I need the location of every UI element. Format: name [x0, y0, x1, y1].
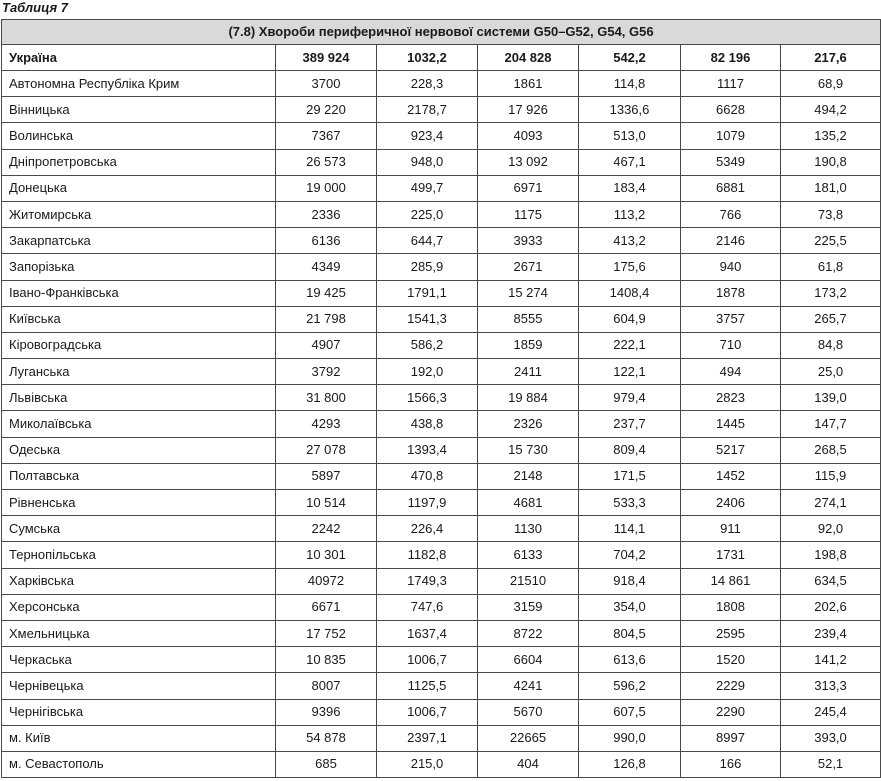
value-cell: 5670	[478, 699, 579, 725]
value-cell: 604,9	[579, 306, 681, 332]
value-cell: 114,8	[579, 71, 681, 97]
table-row	[2, 490, 881, 516]
region-name: Автономна Республіка Крим	[2, 71, 276, 97]
table-row	[2, 411, 881, 437]
value-cell: 313,3	[781, 673, 881, 699]
value-cell: 513,0	[579, 123, 681, 149]
value-cell: 8555	[478, 306, 579, 332]
region-name: Хмельницька	[2, 620, 276, 646]
region-name: Волинська	[2, 123, 276, 149]
value-cell: 6971	[478, 175, 579, 201]
value-cell: 166	[681, 751, 781, 777]
value-cell: 175,6	[579, 254, 681, 280]
value-cell: 5349	[681, 149, 781, 175]
value-cell: 285,9	[377, 254, 478, 280]
value-cell: 6604	[478, 647, 579, 673]
region-name: Україна	[2, 45, 276, 71]
table-row	[2, 149, 881, 175]
value-cell: 6671	[276, 594, 377, 620]
value-cell: 5217	[681, 437, 781, 463]
value-cell: 990,0	[579, 725, 681, 751]
value-cell: 1079	[681, 123, 781, 149]
value-cell: 747,6	[377, 594, 478, 620]
value-cell: 8722	[478, 620, 579, 646]
value-cell: 6133	[478, 542, 579, 568]
value-cell: 2148	[478, 463, 579, 489]
table-row	[2, 359, 881, 385]
table-row	[2, 542, 881, 568]
value-cell: 393,0	[781, 725, 881, 751]
value-cell: 192,0	[377, 359, 478, 385]
table-row	[2, 699, 881, 725]
table-row	[2, 594, 881, 620]
value-cell: 494,2	[781, 97, 881, 123]
table-caption: Таблиця 7	[2, 0, 68, 15]
value-cell: 389 924	[276, 45, 377, 71]
value-cell: 1130	[478, 516, 579, 542]
value-cell: 25,0	[781, 359, 881, 385]
value-cell: 2595	[681, 620, 781, 646]
value-cell: 202,6	[781, 594, 881, 620]
value-cell: 1408,4	[579, 280, 681, 306]
value-cell: 228,3	[377, 71, 478, 97]
table-title-row	[2, 20, 881, 45]
value-cell: 1566,3	[377, 385, 478, 411]
region-name: Кіровоградська	[2, 332, 276, 358]
region-name: Харківська	[2, 568, 276, 594]
value-cell: 190,8	[781, 149, 881, 175]
value-cell: 3159	[478, 594, 579, 620]
value-cell: 19 425	[276, 280, 377, 306]
region-name: Чернігівська	[2, 699, 276, 725]
value-cell: 27 078	[276, 437, 377, 463]
region-name: Луганська	[2, 359, 276, 385]
value-cell: 1336,6	[579, 97, 681, 123]
value-cell: 404	[478, 751, 579, 777]
value-cell: 84,8	[781, 332, 881, 358]
region-name: Чернівецька	[2, 673, 276, 699]
value-cell: 1393,4	[377, 437, 478, 463]
value-cell: 4681	[478, 490, 579, 516]
value-cell: 8007	[276, 673, 377, 699]
value-cell: 204 828	[478, 45, 579, 71]
value-cell: 710	[681, 332, 781, 358]
value-cell: 21 798	[276, 306, 377, 332]
value-cell: 8997	[681, 725, 781, 751]
value-cell: 438,8	[377, 411, 478, 437]
value-cell: 1731	[681, 542, 781, 568]
value-cell: 1006,7	[377, 699, 478, 725]
table-row	[2, 647, 881, 673]
value-cell: 1541,3	[377, 306, 478, 332]
value-cell: 171,5	[579, 463, 681, 489]
value-cell: 1791,1	[377, 280, 478, 306]
value-cell: 14 861	[681, 568, 781, 594]
value-cell: 10 514	[276, 490, 377, 516]
table-row	[2, 97, 881, 123]
value-cell: 52,1	[781, 751, 881, 777]
region-name: Київська	[2, 306, 276, 332]
value-cell: 2146	[681, 228, 781, 254]
value-cell: 634,5	[781, 568, 881, 594]
value-cell: 542,2	[579, 45, 681, 71]
table-row	[2, 228, 881, 254]
table-row	[2, 306, 881, 332]
value-cell: 173,2	[781, 280, 881, 306]
value-cell: 31 800	[276, 385, 377, 411]
value-cell: 1197,9	[377, 490, 478, 516]
value-cell: 1749,3	[377, 568, 478, 594]
value-cell: 126,8	[579, 751, 681, 777]
table-body	[2, 20, 881, 778]
table-row	[2, 437, 881, 463]
value-cell: 2406	[681, 490, 781, 516]
value-cell: 685	[276, 751, 377, 777]
value-cell: 225,0	[377, 201, 478, 227]
value-cell: 10 301	[276, 542, 377, 568]
table-row	[2, 673, 881, 699]
value-cell: 274,1	[781, 490, 881, 516]
value-cell: 2326	[478, 411, 579, 437]
value-cell: 644,7	[377, 228, 478, 254]
value-cell: 1117	[681, 71, 781, 97]
total-row	[2, 45, 881, 71]
value-cell: 15 274	[478, 280, 579, 306]
table-row	[2, 175, 881, 201]
value-cell: 13 092	[478, 149, 579, 175]
value-cell: 2823	[681, 385, 781, 411]
value-cell: 268,5	[781, 437, 881, 463]
value-cell: 19 000	[276, 175, 377, 201]
table-row	[2, 725, 881, 751]
table-row	[2, 201, 881, 227]
table-row	[2, 463, 881, 489]
value-cell: 147,7	[781, 411, 881, 437]
table-row	[2, 751, 881, 777]
value-cell: 354,0	[579, 594, 681, 620]
value-cell: 225,5	[781, 228, 881, 254]
value-cell: 113,2	[579, 201, 681, 227]
region-name: м. Севастополь	[2, 751, 276, 777]
value-cell: 2242	[276, 516, 377, 542]
region-name: Львівська	[2, 385, 276, 411]
value-cell: 911	[681, 516, 781, 542]
value-cell: 948,0	[377, 149, 478, 175]
region-name: м. Київ	[2, 725, 276, 751]
value-cell: 19 884	[478, 385, 579, 411]
value-cell: 809,4	[579, 437, 681, 463]
table-title: (7.8) Хвороби периферичної нервової системи G50–G52, G54, G56	[2, 20, 881, 45]
table-row	[2, 385, 881, 411]
value-cell: 1520	[681, 647, 781, 673]
table-row	[2, 620, 881, 646]
table-row	[2, 332, 881, 358]
table-row	[2, 71, 881, 97]
value-cell: 1182,8	[377, 542, 478, 568]
value-cell: 114,1	[579, 516, 681, 542]
value-cell: 226,4	[377, 516, 478, 542]
value-cell: 2411	[478, 359, 579, 385]
value-cell: 4907	[276, 332, 377, 358]
value-cell: 239,4	[781, 620, 881, 646]
value-cell: 68,9	[781, 71, 881, 97]
value-cell: 222,1	[579, 332, 681, 358]
value-cell: 1859	[478, 332, 579, 358]
value-cell: 6881	[681, 175, 781, 201]
region-name: Вінницька	[2, 97, 276, 123]
value-cell: 1006,7	[377, 647, 478, 673]
table-row	[2, 568, 881, 594]
value-cell: 1878	[681, 280, 781, 306]
value-cell: 2290	[681, 699, 781, 725]
value-cell: 9396	[276, 699, 377, 725]
value-cell: 6628	[681, 97, 781, 123]
table-row	[2, 254, 881, 280]
region-name: Полтавська	[2, 463, 276, 489]
value-cell: 73,8	[781, 201, 881, 227]
value-cell: 3792	[276, 359, 377, 385]
region-name: Тернопільська	[2, 542, 276, 568]
value-cell: 1032,2	[377, 45, 478, 71]
region-name: Дніпропетровська	[2, 149, 276, 175]
region-name: Житомирська	[2, 201, 276, 227]
value-cell: 115,9	[781, 463, 881, 489]
value-cell: 217,6	[781, 45, 881, 71]
value-cell: 237,7	[579, 411, 681, 437]
value-cell: 10 835	[276, 647, 377, 673]
value-cell: 215,0	[377, 751, 478, 777]
value-cell: 29 220	[276, 97, 377, 123]
value-cell: 467,1	[579, 149, 681, 175]
data-table	[1, 19, 881, 778]
region-name: Миколаївська	[2, 411, 276, 437]
value-cell: 2229	[681, 673, 781, 699]
value-cell: 2671	[478, 254, 579, 280]
value-cell: 596,2	[579, 673, 681, 699]
value-cell: 4093	[478, 123, 579, 149]
table-row	[2, 123, 881, 149]
value-cell: 17 752	[276, 620, 377, 646]
value-cell: 940	[681, 254, 781, 280]
value-cell: 3757	[681, 306, 781, 332]
value-cell: 141,2	[781, 647, 881, 673]
value-cell: 21510	[478, 568, 579, 594]
region-name: Донецька	[2, 175, 276, 201]
value-cell: 2397,1	[377, 725, 478, 751]
region-name: Запорізька	[2, 254, 276, 280]
value-cell: 804,5	[579, 620, 681, 646]
region-name: Івано-Франківська	[2, 280, 276, 306]
value-cell: 3700	[276, 71, 377, 97]
value-cell: 586,2	[377, 332, 478, 358]
value-cell: 1808	[681, 594, 781, 620]
value-cell: 54 878	[276, 725, 377, 751]
value-cell: 704,2	[579, 542, 681, 568]
value-cell: 918,4	[579, 568, 681, 594]
region-name: Херсонська	[2, 594, 276, 620]
value-cell: 5897	[276, 463, 377, 489]
region-name: Одеська	[2, 437, 276, 463]
value-cell: 7367	[276, 123, 377, 149]
value-cell: 1175	[478, 201, 579, 227]
value-cell: 766	[681, 201, 781, 227]
value-cell: 17 926	[478, 97, 579, 123]
value-cell: 1452	[681, 463, 781, 489]
region-name: Закарпатська	[2, 228, 276, 254]
value-cell: 61,8	[781, 254, 881, 280]
value-cell: 470,8	[377, 463, 478, 489]
value-cell: 198,8	[781, 542, 881, 568]
value-cell: 4293	[276, 411, 377, 437]
value-cell: 3933	[478, 228, 579, 254]
value-cell: 26 573	[276, 149, 377, 175]
value-cell: 82 196	[681, 45, 781, 71]
value-cell: 135,2	[781, 123, 881, 149]
value-cell: 2336	[276, 201, 377, 227]
value-cell: 1125,5	[377, 673, 478, 699]
value-cell: 413,2	[579, 228, 681, 254]
value-cell: 139,0	[781, 385, 881, 411]
value-cell: 92,0	[781, 516, 881, 542]
value-cell: 979,4	[579, 385, 681, 411]
value-cell: 4349	[276, 254, 377, 280]
region-name: Черкаська	[2, 647, 276, 673]
value-cell: 245,4	[781, 699, 881, 725]
value-cell: 4241	[478, 673, 579, 699]
value-cell: 1445	[681, 411, 781, 437]
value-cell: 613,6	[579, 647, 681, 673]
value-cell: 1637,4	[377, 620, 478, 646]
value-cell: 923,4	[377, 123, 478, 149]
value-cell: 265,7	[781, 306, 881, 332]
value-cell: 494	[681, 359, 781, 385]
region-name: Рівненська	[2, 490, 276, 516]
value-cell: 15 730	[478, 437, 579, 463]
value-cell: 183,4	[579, 175, 681, 201]
value-cell: 40972	[276, 568, 377, 594]
value-cell: 22665	[478, 725, 579, 751]
value-cell: 607,5	[579, 699, 681, 725]
region-name: Сумська	[2, 516, 276, 542]
value-cell: 499,7	[377, 175, 478, 201]
value-cell: 181,0	[781, 175, 881, 201]
table-row	[2, 280, 881, 306]
value-cell: 122,1	[579, 359, 681, 385]
value-cell: 1861	[478, 71, 579, 97]
table-row	[2, 516, 881, 542]
value-cell: 2178,7	[377, 97, 478, 123]
value-cell: 6136	[276, 228, 377, 254]
value-cell: 533,3	[579, 490, 681, 516]
